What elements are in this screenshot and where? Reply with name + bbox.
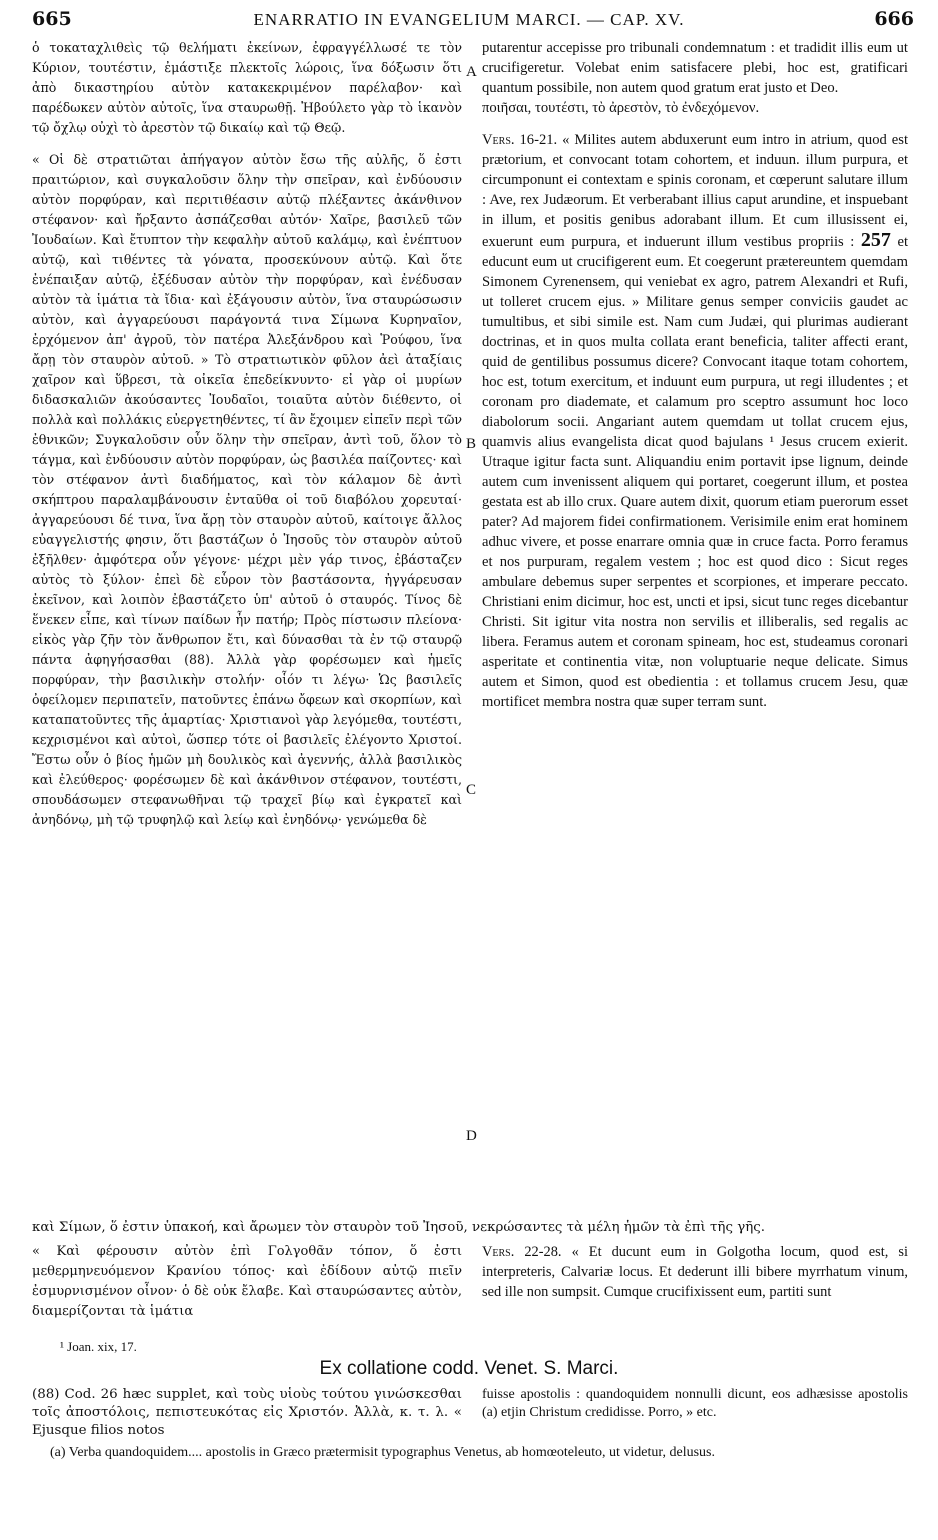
greek-column xyxy=(32,38,462,830)
note-88-right-text: fuisse apostolis : quandoquidem nonnulli dicunt, eos adhæsisse apostolis (a) etjin Christum credidisse. Porro, » etc. xyxy=(482,1387,908,1420)
margin-letter-b: B xyxy=(466,436,477,452)
latin-text-b: et educunt eum ut crucifigerent eum. Et coegerunt prætereuntem quemdam Simonem Cyrenensem, qui veniebat ex agro, patrem Alexandri et Rufi, ut tolleret crucem ejus. » Militare genus semper conviciis gaudet ac tumultibus, et sibi simile est. Nam cum Judæi, qui plurimas audierant doctrinas, et in quos multa collata erant beneficia, taliter affecti erant, quid de gentilibus possumus dicere? Convocant itaque totam cohortem, hoc est, totum exercitum, et induunt eum purpura, ut regi illudentes ; et coronam pro diademate, et calamum pro sceptro assumunt hoc loco diabolorum socii. Angariant autem quemdam ut tollat crucem ejus, quamvis alius evangelista dicat quod bajulans ¹ Jesus crucem exierit. Utraque igitur facta sunt. Aliquandiu enim portavit ipse lignum, deinde autem cum invenissent aliquem qui portaret, coegerunt illum, et postea gestata est ab illo crux. Quare autem dixit, quorum etiam puerorum esset pater? Ad majorem fidei confirmationem. Verisimile enim erat hominem adhuc vivere, et posse enarrare omnia quæ in cruce facta. Porro feramus et nos purpuram, regalem vestem ; hoc est quod dico : Sicut reges ambulare debemus super serpentes et scorpiones, et imperare peccato. Christiani enim dicimur, hoc est, uncti et ipsi, sicut tunc reges dicebantur Christi. Sit igitur vita nostra non servilis et illiberalis, sed regalis ac libera. Feramus autem et coronam spineam, hoc est, studeamus coronari asperitate et continentia vitæ, non voluptuarie neque delicate. Simus autem et Simon, quod est obedientia : et tollamus crucem Jesu, quæ mortificet membra nostra quæ super terram sunt. xyxy=(482,234,909,710)
verse-reference-2: Vers. 22-28. xyxy=(482,1244,562,1260)
page-number-left: 665 xyxy=(32,8,72,30)
note-a-text: (a) Verba quandoquidem.... apostolis in Græco prætermisit typographus Venetus, ab homœoteleuto, ut videtur, delusus. xyxy=(50,1445,715,1460)
latin-text-3: « Et ducunt eum in Golgotha locum, quod est, si interpreteris, Calvariæ locus. Et dederunt illi bibere myrrhatum vinum, sed ille non sumpsit. Cumque crucifixissent eum, partiti sunt xyxy=(482,1244,908,1300)
verse-reference: Vers. 16-21. xyxy=(482,132,558,148)
latin-paragraph-2 xyxy=(482,130,908,712)
page-header xyxy=(0,8,938,40)
margin-letter-d: D xyxy=(466,1128,477,1144)
note-a xyxy=(32,1444,908,1462)
latin-column xyxy=(482,38,908,712)
note-88-right xyxy=(482,1386,908,1422)
page-number-right: 666 xyxy=(874,8,914,30)
column-number: 257 xyxy=(860,229,891,251)
greek-paragraph-3: « Καὶ φέρουσιν αὐτὸν ἐπὶ Γολγοθᾶν τόπον, ὅ ἐστι μεθερμηνευόμενον Κρανίου τόπος· καὶ ἐδίδουν αὐτῷ πιεῖν ἐσμυρνισμένον οἶνον· ὁ δὲ οὐκ ἔλαβε. Καὶ σταυρώσαντες αὐτὸν, διαμερίζονται τὰ ἱμάτια xyxy=(32,1244,462,1319)
full-width-section xyxy=(32,1218,908,1322)
greek-paragraph-1: ὁ τοκαταχλιθεὶς τῷ θελήματι ἐκείνων, ἐφραγγέλλωσέ τε τὸν Κύριον, τουτέστιν, ἐμάστιξε πλεκτοῖς λώροις, ἵνα δόξωσιν ὅτι ἀπὸ δικαστηρίου αὐτὸν κατακεκριμένον παρέλαβον· καὶ παρέδωκεν αὐτὸν αὐτοῖς, ἵνα σταυρωθῇ. Ἠβούλετο γὰρ τὸ ἱκανὸν τῷ ὄχλῳ οὐχὶ τὸ ἀρεστὸν τῷ δικαίῳ καὶ τῷ Θεῷ. xyxy=(32,40,462,135)
margin-letter-a: A xyxy=(466,64,477,80)
margin-letter-c: C xyxy=(466,782,477,798)
latin-paragraph-1: putarentur accepisse pro tribunali condemnatum : et tradidit illis eum ut crucifigeretur. Volebat enim satisfacere plebi, hoc est, gratificari quantum possibile, non autem quod gratum erat justo et Deo. xyxy=(482,40,908,96)
footnote-reference: ¹ Joan. xix, 17. xyxy=(60,1339,137,1354)
running-title: ENARRATIO IN EVANGELIUM MARCI. — CAP. XV. xyxy=(253,10,685,29)
latin-paragraph-1-greek: ποιῆσαι, τουτέστι, τὸ ἀρεστὸν, τὸ ἐνδεχόμενον. xyxy=(482,100,760,116)
note-88-left-text: (88) Cod. 26 hæc supplet, καὶ τοὺς υἱοὺς τούτου γινώσκεσθαι τοῖς ἀποστόλοις, πεπιστευκότας εἰς Χριστόν. Ἀλλὰ, κ. τ. λ. « Ejusque filios notos xyxy=(32,1387,462,1438)
note-88-left xyxy=(32,1386,462,1440)
greek-paragraph-2: « Οἱ δὲ στρατιῶται ἀπήγαγον αὐτὸν ἔσω τῆς αὐλῆς, ὅ ἐστι πραιτώριον, καὶ συγκαλοῦσιν ὅλην τὴν σπεῖραν, καὶ ἐνδύουσιν αὐτὸν πορφύραν, καὶ περιτιθέασιν αὐτῷ πλέξαντες ἀκάνθινον στέφανον· καὶ ἤρξαντο ἀσπάζεσθαι αὐτόν· Χαῖρε, βασιλεῦ τῶν Ἰουδαίων. Καὶ ἔτυπτον τὴν κεφαλὴν αὐτοῦ καλάμῳ, καὶ ἐνέπτυον αὐτῷ, καὶ τιθέντες τὰ γόνατα, προσεκύνουν αὐτῷ. Καὶ ὅτε ἐνέπαιξαν αὐτῷ, ἐξέδυσαν αὐτὸν τὴν πορφύραν, καὶ ἐνέδυσαν αὐτὸν τὰ ἱμάτια τὰ ἴδια· καὶ ἐξάγουσιν αὐτὸν, ἵνα σταυρώσωσιν αὐτὸν, καὶ ἀγγαρεύουσι παράγοντά τινα Σίμωνα Κυρηναῖον, ἐρχόμενον ἀπ' ἀγροῦ, τὸν πατέρα Ἀλεξάνδρου καὶ Ῥούφου, ἵνα ἄρῃ τὸν σταυρὸν αὐτοῦ. » Τὸ στρατιωτικὸν φῦλον ἀεὶ ἀταξίαις χαῖρον καὶ ὕβρεσι, τὰ οἰκεῖα ἐπεδείκνυντο· εἰ γὰρ οἱ μυρίων διδασκαλιῶν ἀκούσαντες Ἰουδαῖοι, τοιαῦτα αὐτὸν διέθεντο, οἱ πολλὰ καὶ πολλάκις εὐεργετηθέντες, τί ἂν ἔχοιμεν εἰπεῖν περὶ τῶν ἐθνικῶν; Συγκαλοῦσιν οὖν ὅλην τὴν σπεῖραν, ἀντὶ τοῦ, ὅλον τὸ τάγμα, καὶ ἐνδύουσιν αὐτὸν πορφύραν, ὡς βασιλέα παίζοντες· καὶ τὸν στέφανον ἀντὶ διαδήματος, καὶ τὸν κάλαμον δὲ ἀντὶ σκήπτρου παραλαμβάνουσιν ἐνταῦθα οἱ τοῦ διαβόλου χορευταί· ἀγγαρεύουσι δέ τινα, ἵνα ἄρῃ τὸν σταυρὸν αὐτοῦ, καίτοιγε ἄλλος εὐαγγελιστής φησιν, ὅτι βαστάζων ὁ Ἰησοῦς τὸν σταυρὸν αὐτοῦ ἐξῆλθεν· ἀμφότερα οὖν γέγονε· μέχρι μὲν γάρ τινος, ἐβάσταζεν αὐτὸς τὸ ξύλον· ἐπεὶ δὲ εὗρον τὸν βαστάσοντα, ἠγγάρευσαν ἐκεῖνον, καὶ λοιπὸν ἐβαστάζετο ὑπ' αὐτοῦ ὁ σταυρός. Τίνος δὲ ἕνεκεν εἶπε, καὶ τίνων παίδων ἦν πατήρ; Πρὸς πίστωσιν πλείονα· εἰκὸς γὰρ ζῆν τὸν ἄνθρωπον ἔτι, καὶ δύνασθαι τὰ ἐν τῷ σταυρῷ πάντα ἀφηγήσασθαι (88). Ἀλλὰ γὰρ φορέσωμεν καὶ ἡμεῖς πορφύραν, τὴν βασιλικὴν στολήν· οἷόν τι λέγω· Ὡς βασιλεῖς ὀφείλομεν περιπατεῖν, πατοῦντες ἐπάνω ὄφεων καὶ σκορπίων, καὶ καταπατοῦντες τῆς ἁμαρτίας· Χριστιανοὶ γὰρ λεγόμεθα, τουτέστι, κεχρισμένοι καὶ αὐτοὶ, ὥσπερ τότε οἱ βασιλεῖς ἐλέγοντο Χριστοί. Ἔστω οὖν ὁ βίος ἡμῶν μὴ δουλικὸς καὶ ἀγεννής, ἀλλὰ βασιλικὸς καὶ ἐλεύθερος· φορέσωμεν δὲ καὶ ἀκάνθινον στέφανον, τουτέστι, σπουδάσωμεν στεφανωθῆναι τῷ τραχεῖ βίῳ καὶ ἐγκρατεῖ καὶ ἀνηδόνῳ, μὴ τῷ τρυφηλῷ καὶ λείῳ καὶ ἐνηδόνῳ· γενώμεθα δὲ xyxy=(32,152,462,827)
latin-text-a: « Milites autem abduxerunt eum intro in atrium, quod est prætorium, et convocant totam cohortem, et induun. illum purpura, et circumponunt ei contextam e spinis coronam, et cœperunt salutare illum : Ave, rex Judæorum. Et verberabant illius caput arundine, et inspuebant in illum, et positis genibus adorabant illum. Et cum illusissent ei, exuerunt eum purpura, et induerunt illum vestibus propriis : xyxy=(482,132,908,250)
collation-heading: Ex collatione codd. Venet. S. Marci. xyxy=(319,1358,619,1379)
wide-greek-line: καὶ Σίμων, ὅ ἐστιν ὑπακοή, καὶ ἄρωμεν τὸν σταυρὸν τοῦ Ἰησοῦ, νεκρώσαντες τὰ μέλη ἡμῶν τὰ ἐπὶ τῆς γῆς. xyxy=(32,1220,765,1235)
latin-paragraph-3 xyxy=(482,1242,908,1322)
